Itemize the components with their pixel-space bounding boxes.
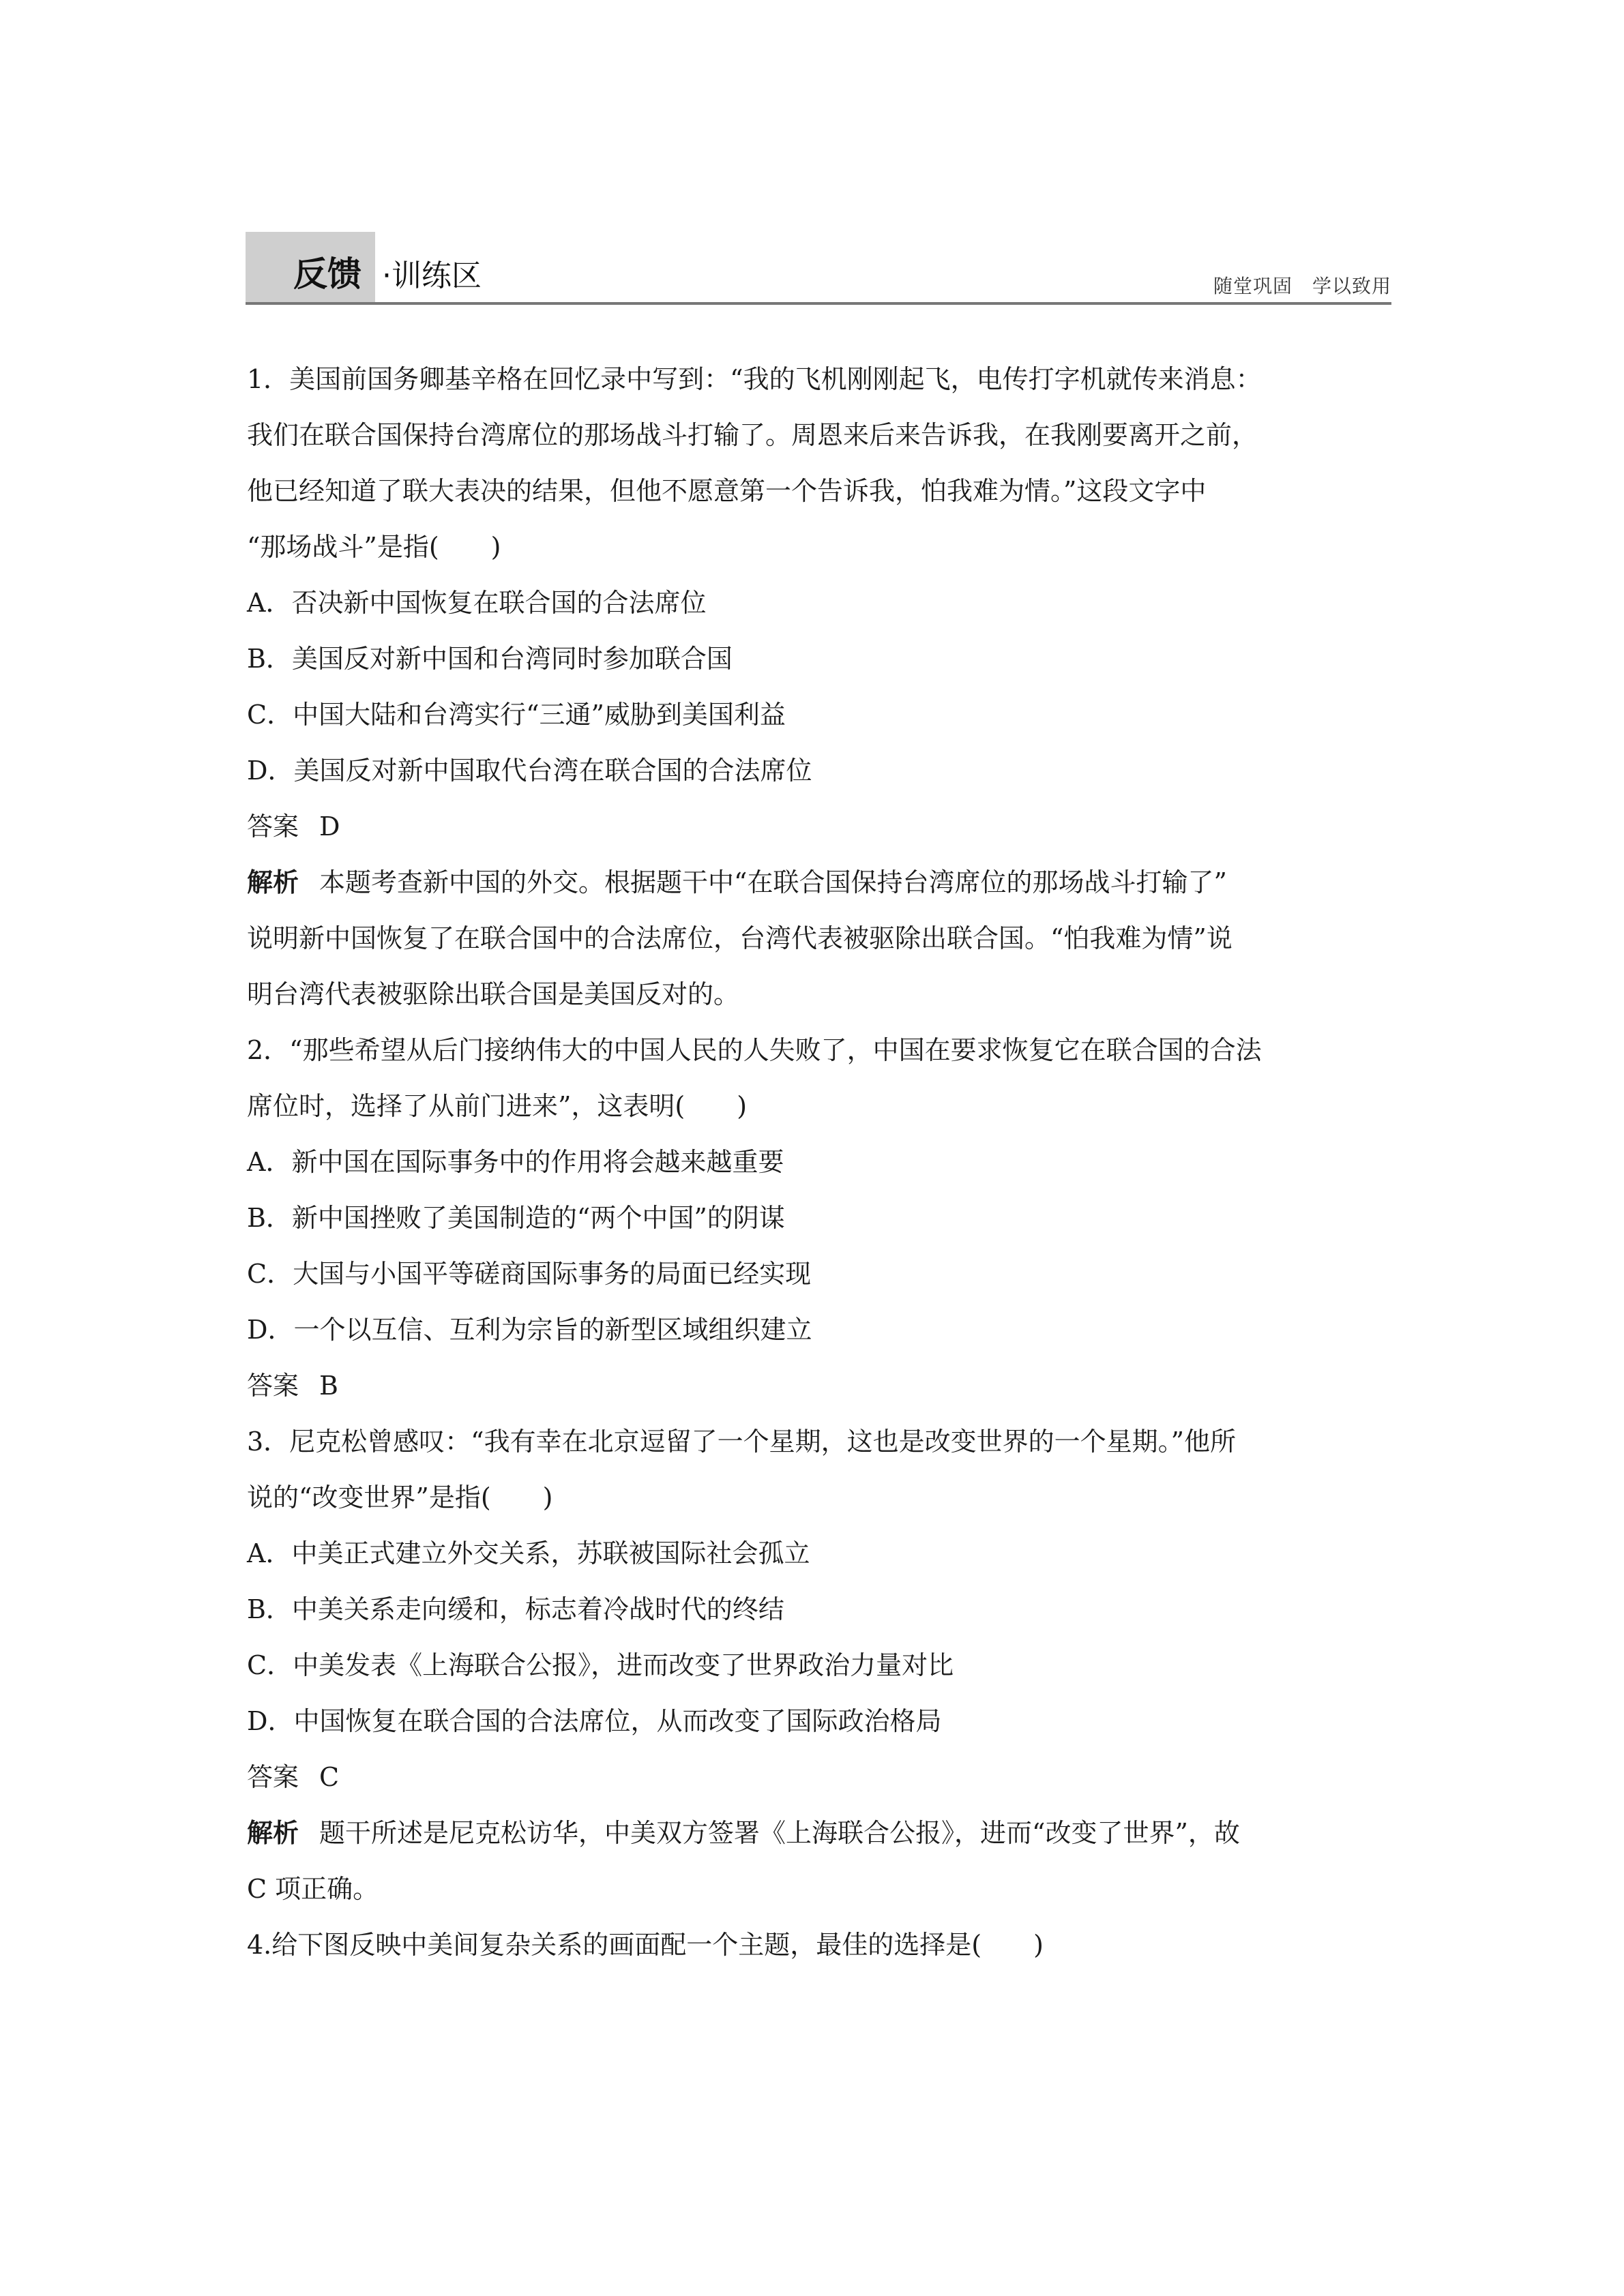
q3-option-a: A．中美正式建立外交关系，苏联被国际社会孤立: [247, 1538, 810, 1568]
q3-analysis-line-2: C 项正确。: [247, 1874, 379, 1904]
q1-option-a: A．否决新中国恢复在联合国的合法席位: [247, 588, 707, 618]
header-divider: [246, 302, 1391, 305]
q2-answer-value: B: [319, 1371, 338, 1401]
q1-analysis-line-1: [247, 854, 1379, 910]
q3-analysis-text-1: 题干所述是尼克松访华，中美双方签署《上海联合公报》，进而“改变了世界”，故: [319, 1818, 1240, 1848]
q1-stem-line-4: “那场战斗”是指( ): [247, 532, 501, 562]
q2-option-a: A．新中国在国际事务中的作用将会越来越重要: [247, 1147, 784, 1177]
q2-option-b: B．新中国挫败了美国制造的“两个中国”的阴谋: [247, 1203, 785, 1233]
header-title-main: 反馈: [293, 254, 361, 294]
q3-option-c: C．中美发表《上海联合公报》，进而改变了世界政治力量对比: [247, 1650, 954, 1680]
q3-analysis-label: 解析: [247, 1818, 299, 1848]
q3-analysis-line-1: [247, 1805, 1379, 1861]
q1-answer: [247, 799, 1379, 854]
q3-option-b: B．中美关系走向缓和，标志着冷战时代的终结: [247, 1594, 784, 1624]
q1-stem-line-1: 1．美国前国务卿基辛格在回忆录中写到：“我的飞机刚刚起飞，电传打字机就传来消息：: [247, 364, 1262, 394]
q1-analysis-line-3: 明台湾代表被驱除出联合国是美国反对的。: [247, 979, 740, 1009]
q2-option-d: D．一个以互信、互利为宗旨的新型区域组织建立: [247, 1315, 812, 1345]
q2-answer: [247, 1358, 1379, 1414]
q1-option-d: D．美国反对新中国取代台湾在联合国的合法席位: [247, 756, 812, 786]
q3-answer: [247, 1749, 1379, 1805]
q3-stem-line-2: 说的“改变世界”是指( ): [247, 1482, 553, 1512]
q3-option-d: D．中国恢复在联合国的合法席位，从而改变了国际政治格局: [247, 1706, 942, 1736]
header-slogan: 随堂巩固 学以致用: [1213, 275, 1391, 297]
q1-analysis-text-1: 本题考查新中国的外交。根据题干中“在联合国保持台湾席位的那场战斗打输了”: [319, 867, 1227, 897]
q4-stem-line-1: 4.给下图反映中美间复杂关系的画面配一个主题，最佳的选择是( ): [247, 1930, 1044, 1960]
q2-stem-line-2: 席位时，选择了从前门进来”，这表明( ): [247, 1091, 748, 1121]
q3-answer-value: C: [319, 1762, 340, 1792]
question-content: [247, 351, 1379, 1973]
q3-answer-label: 答案: [247, 1762, 299, 1792]
q2-option-c: C．大国与小国平等磋商国际事务的局面已经实现: [247, 1259, 812, 1289]
q1-analysis-label: 解析: [247, 867, 299, 897]
section-header: [246, 232, 1391, 307]
q1-analysis-line-2: 说明新中国恢复了在联合国中的合法席位，台湾代表被驱除出联合国。“怕我难为情”说: [247, 923, 1232, 953]
q1-answer-label: 答案: [247, 811, 299, 841]
q1-stem-line-3: 他已经知道了联大表决的结果，但他不愿意第一个告诉我，怕我难为情。”这段文字中: [247, 476, 1207, 506]
q2-answer-label: 答案: [247, 1371, 299, 1401]
q2-stem-line-1: 2．“那些希望从后门接纳伟大的中国人民的人失败了，中国在要求恢复它在联合国的合法: [247, 1035, 1262, 1065]
q1-option-b: B．美国反对新中国和台湾同时参加联合国: [247, 644, 733, 674]
q1-answer-value: D: [319, 811, 340, 841]
q1-stem-line-2: 我们在联合国保持台湾席位的那场战斗打输了。周恩来后来告诉我，在我刚要离开之前，: [247, 420, 1258, 450]
q3-stem-line-1: 3．尼克松曾感叹：“我有幸在北京逗留了一个星期，这也是改变世界的一个星期。”他所: [247, 1427, 1237, 1457]
q1-option-c: C．中国大陆和台湾实行“三通”威胁到美国利益: [247, 700, 786, 730]
header-title-sub: ·训练区: [382, 258, 482, 293]
